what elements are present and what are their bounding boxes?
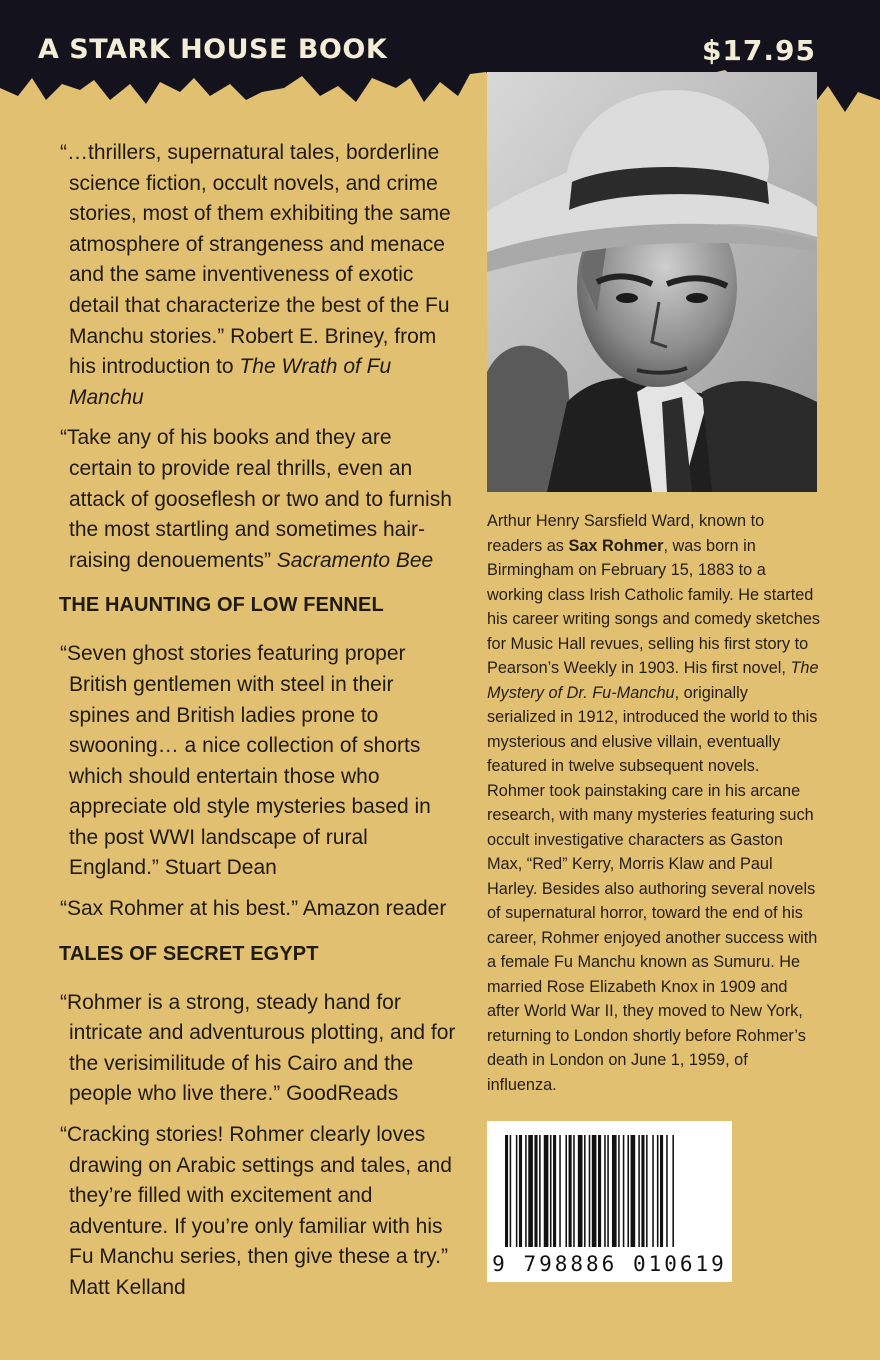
section-heading: TALES OF SECRET EGYPT xyxy=(59,942,319,965)
quote-attribution: Stuart Dean xyxy=(164,856,277,880)
barcode-bar xyxy=(598,1135,601,1247)
author-photo xyxy=(487,72,817,492)
review-quote xyxy=(60,1120,460,1304)
author-biography xyxy=(487,509,821,1097)
barcode-bar xyxy=(569,1135,572,1247)
quote-text: “Cracking stories! Rohmer clearly loves drawing on Arabic settings and tales, and they’re filled with excitement and adventure. If you’re only familiar with his Fu Manchu series, then give these a try.” xyxy=(60,1123,452,1269)
barcode-bar xyxy=(638,1135,640,1247)
quote-text: “Seven ghost stories featuring proper British gentlemen with steel in their spines and British ladies prone to swooning… a nice collection of shorts which should entertain those who appreciate old style mysteries based in the post WWI landscape of rural England.” xyxy=(60,642,431,880)
quote-attribution: Robert E. Briney, from his introduction to xyxy=(69,324,437,379)
barcode-bar xyxy=(525,1135,527,1247)
barcode-bar xyxy=(604,1135,606,1247)
barcode-bar xyxy=(544,1135,549,1247)
barcode-bar xyxy=(550,1135,552,1247)
section-heading: THE HAUNTING OF LOW FENNEL xyxy=(59,594,384,617)
quote-attribution: Matt Kelland xyxy=(69,1276,186,1299)
review-quote xyxy=(60,639,460,884)
barcode-bar xyxy=(528,1135,533,1247)
barcode-bar xyxy=(559,1135,561,1247)
barcode-bar xyxy=(660,1135,663,1247)
review-column xyxy=(60,138,460,1314)
barcode-bar xyxy=(578,1135,583,1247)
bio-text: , was born in Birmingham on February 15, 1883 to a working class Irish Catholic family. He started his career writing songs and comedy sketches for Music Hall revues, selling his first story to Pearson’s Weekly in 1903. His first novel, xyxy=(487,536,821,677)
barcode-bar xyxy=(623,1135,625,1247)
quote-text: “…thrillers, supernatural tales, borderline science fiction, occult novels, and crime stories, most of them exhibiting the same atmosphere of strangeness and menace and the same inventiveness of exotic detail that characterize the best of the Fu Manchu stories.” xyxy=(60,141,451,348)
barcode-bar xyxy=(646,1135,648,1247)
isbn-number: 9 798886 010619 xyxy=(492,1252,727,1276)
review-quote xyxy=(60,988,460,1110)
quote-attribution: Amazon reader xyxy=(302,897,447,921)
author-name: Sax Rohmer xyxy=(568,536,664,555)
barcode-bar xyxy=(505,1135,508,1247)
bio-text: Arthur Henry Sarsfield Ward, known to readers as xyxy=(487,512,765,555)
barcode-bar xyxy=(516,1135,518,1247)
quote-text: “Take any of his books and they are certain to provide real thrills, even an attack of gooseflesh or two and to furnish the most startling and sometimes hair-raising denouements” xyxy=(60,426,452,572)
review-quote xyxy=(60,894,460,925)
quote-source: The Wrath of Fu Manchu xyxy=(69,355,392,409)
barcode-bar xyxy=(631,1135,636,1247)
quote-text: “Rohmer is a strong, steady hand for intricate and adventurous plotting, and for the verisimilitude of his Cairo and the people who live there.” xyxy=(60,990,456,1106)
publisher-imprint: A STARK HOUSE BOOK xyxy=(38,34,388,65)
barcode-bar xyxy=(607,1135,609,1247)
barcode xyxy=(487,1121,732,1282)
barcode-bar xyxy=(672,1135,674,1247)
barcode-bar xyxy=(565,1135,567,1247)
barcode-bar xyxy=(510,1135,512,1247)
barcode-bar xyxy=(641,1135,644,1247)
quote-attribution: GoodReads xyxy=(286,1082,399,1106)
barcode-bar xyxy=(553,1135,556,1247)
novel-title: The Mystery of Dr. Fu-Manchu xyxy=(487,659,819,702)
review-quote xyxy=(60,423,460,576)
barcode-bar xyxy=(589,1135,591,1247)
quote-text: “Sax Rohmer at his best.” xyxy=(60,897,299,921)
quote-source: Sacramento Bee xyxy=(276,548,434,572)
barcode-bar xyxy=(539,1135,541,1247)
barcode-bar xyxy=(612,1135,617,1247)
barcode-bar xyxy=(534,1135,537,1247)
barcode-bar xyxy=(519,1135,522,1247)
barcode-bar xyxy=(592,1135,597,1247)
barcode-bar xyxy=(573,1135,575,1247)
barcode-bar xyxy=(584,1135,586,1247)
barcode-bar xyxy=(657,1135,659,1247)
price-label: $17.95 xyxy=(701,34,816,67)
barcode-bar xyxy=(652,1135,654,1247)
review-quote xyxy=(60,138,460,413)
barcode-bar xyxy=(618,1135,620,1247)
barcode-bar xyxy=(666,1135,668,1247)
bio-text: , originally serialized in 1912, introduced the world to this mysterious and elusive villain, eventually featured in twelve subsequent novels. Rohmer took painstaking care in his arcane research, with many mysteries featuring such occult investigative characters as Gaston Max, “Red” Kerry, Morris Klaw and Paul Harley. Besides also authoring several novels of supernatural horror, toward the end of his career, Rohmer enjoyed another success with a female Fu Manchu known as Sumuru. He married Rose Elizabeth Knox in 1909 and after World War II, they moved to New York, returning to London shortly before Rohmer’s death in London on June 1, 1959, of influenza. xyxy=(487,683,818,1094)
barcode-bar xyxy=(627,1135,629,1247)
